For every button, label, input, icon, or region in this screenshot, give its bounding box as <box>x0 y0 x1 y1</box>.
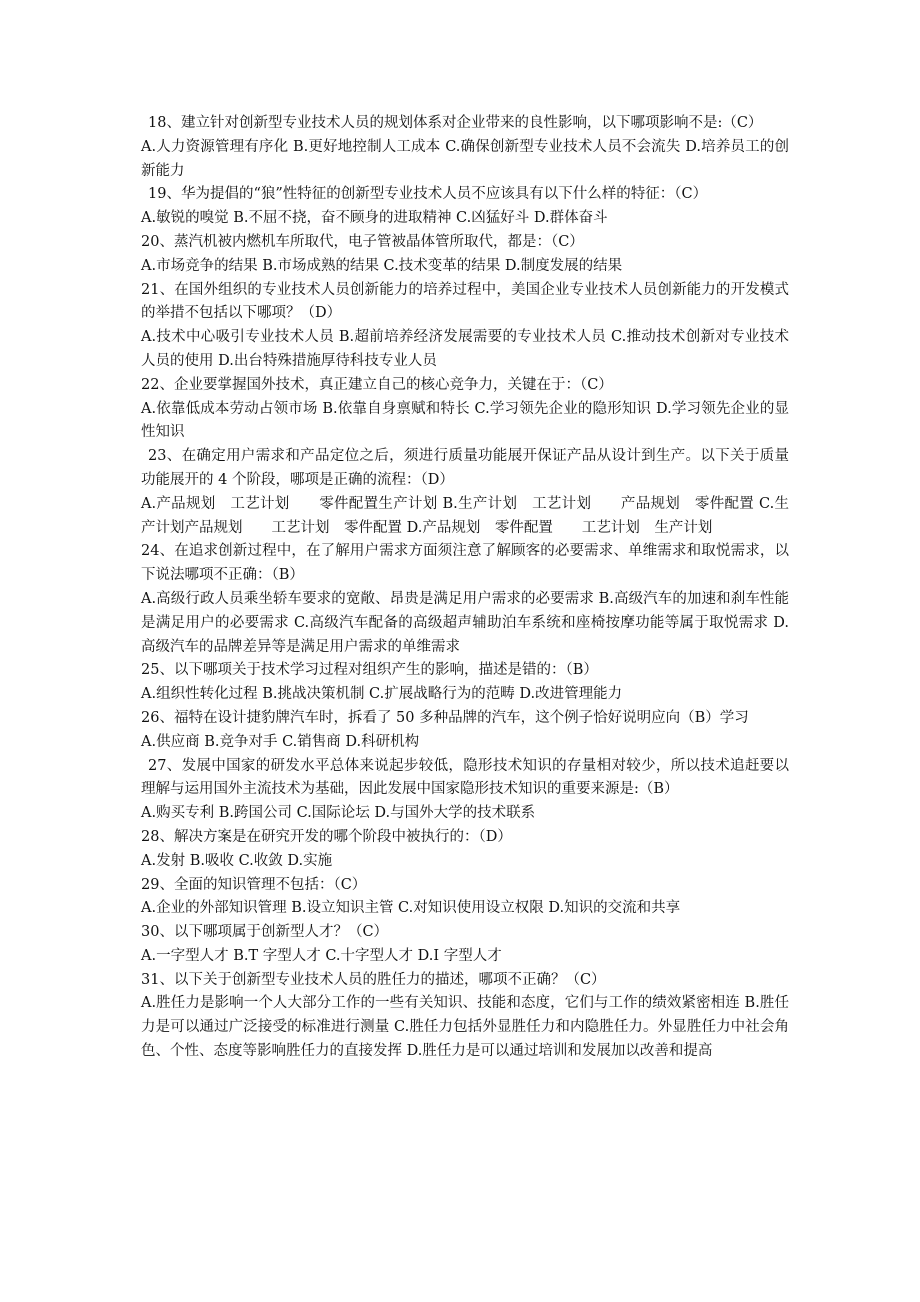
document-body <box>141 112 789 1064</box>
answer-options-22: A.依靠低成本劳动占领市场 B.依靠自身禀赋和特长 C.学习领先企业的隐形知识 D.学习领先企业的显性知识 <box>141 400 789 441</box>
answer-options-28: A.发射 B.吸收 C.收敛 D.实施 <box>141 852 333 869</box>
question-18: 18、建立针对创新型专业技术人员的规划体系对企业带来的良性影响，以下哪项影响不是:（C） <box>148 115 763 131</box>
answer-options-23: A.产品规划 工艺计划 零件配置生产计划 B.生产计划 工艺计划 产品规划 零件配置 C.生产计划产品规划 工艺计划 零件配置 D.产品规划 零件配置 工艺计划 生产计划 <box>141 495 789 536</box>
question-30: 30、以下哪项属于创新型人才？（C） <box>141 924 389 941</box>
question-19: 19、华为提倡的“狼”性特征的创新型专业技术人员不应该具有以下什么样的特征：（C） <box>148 186 708 203</box>
question-27: 27、发展中国家的研发水平总体来说起步较低，隐形技术知识的存量相对较少，所以技术追赶要以理解与运用国外主流技术为基础，因此发展中国家隐形技术知识的重要来源是:（B） <box>141 757 789 798</box>
answer-options-29: A.企业的外部知识管理 B.设立知识主管 C.对知识使用设立权限 D.知识的交流和共享 <box>141 900 681 917</box>
answer-options-18: A.人力资源管理有序化 B.更好地控制人工成本 C.确保创新型专业技术人员不会流失 D.培养员工的创新能力 <box>141 138 789 179</box>
question-24: 24、在追求创新过程中，在了解用户需求方面须注意了解顾客的必要需求、单维需求和取悦需求，以下说法哪项不正确：（B） <box>141 543 789 584</box>
answer-options-24: A.高级行政人员乘坐轿车要求的宽敞、昂贵是满足用户需求的必要需求 B.高级汽车的加速和刹车性能是满足用户的必要需求 C.高级汽车配备的高级超声辅助泊车系统和座椅按摩功能等属于取悦需求 D.高级汽车的品牌差异等是满足用户需求的单维需求 <box>141 590 789 655</box>
answer-options-20: A.市场竞争的结果 B.市场成熟的结果 C.技术变革的结果 D.制度发展的结果 <box>141 257 623 274</box>
answer-options-19: A.敏锐的嗅觉 B.不屈不挠，奋不顾身的进取精神 C.凶猛好斗 D.群体奋斗 <box>141 210 608 227</box>
question-22: 22、企业要掌握国外技术，真正建立自己的核心竞争力，关键在于：（C） <box>141 376 613 393</box>
question-20: 20、蒸汽机被内燃机车所取代，电子管被晶体管所取代，都是：（C） <box>141 233 584 250</box>
answer-options-27: A.购买专利 B.跨国公司 C.国际论坛 D.与国外大学的技术联系 <box>141 805 536 822</box>
question-28: 28、解决方案是在研究开发的哪个阶段中被执行的：（D） <box>141 828 512 845</box>
question-25: 25、以下哪项关于技术学习过程对组织产生的影响，描述是错的：（B） <box>141 662 598 679</box>
answer-options-30: A.一字型人才 B.T 字型人才 C.十字型人才 D.I 字型人才 <box>141 947 502 964</box>
question-26: 26、福特在设计捷豹牌汽车时，拆看了 50 多种品牌的汽车，这个例子恰好说明应向（B）学习 <box>141 709 749 726</box>
question-31: 31、以下关于创新型专业技术人员的胜任力的描述，哪项不正确？（C） <box>141 971 606 988</box>
answer-options-26: A.供应商 B.竞争对手 C.销售商 D.科研机构 <box>141 733 420 750</box>
answer-options-31: A.胜任力是影响一个人大部分工作的一些有关知识、技能和态度，它们与工作的绩效紧密相连 B.胜任力是可以通过广泛接受的标准进行测量 C.胜任力包括外显胜任力和内隐胜任力。外显胜任力中社会角色、个性、态度等影响胜任力的直接发挥 D.胜任力是可以通过培训和发展加以改善和提高 <box>141 995 789 1060</box>
answer-options-25: A.组织性转化过程 B.挑战决策机制 C.扩展战略行为的范畴 D.改进管理能力 <box>141 686 623 703</box>
answer-options-21: A.技术中心吸引专业技术人员 B.超前培养经济发展需要的专业技术人员 C.推动技术创新对专业技术人员的使用 D.出台特殊措施厚待科技专业人员 <box>141 329 789 369</box>
question-29: 29、全面的知识管理不包括：（C） <box>141 876 367 893</box>
question-21: 21、在国外组织的专业技术人员创新能力的培养过程中，美国企业专业技术人员创新能力的开发模式的举措不包括以下哪项？（D） <box>141 281 789 322</box>
question-23: 23、在确定用户需求和产品定位之后，须进行质量功能展开保证产品从设计到生产。以下关于质量功能展开的 4 个阶段，哪项是正确的流程：（D） <box>141 448 789 488</box>
